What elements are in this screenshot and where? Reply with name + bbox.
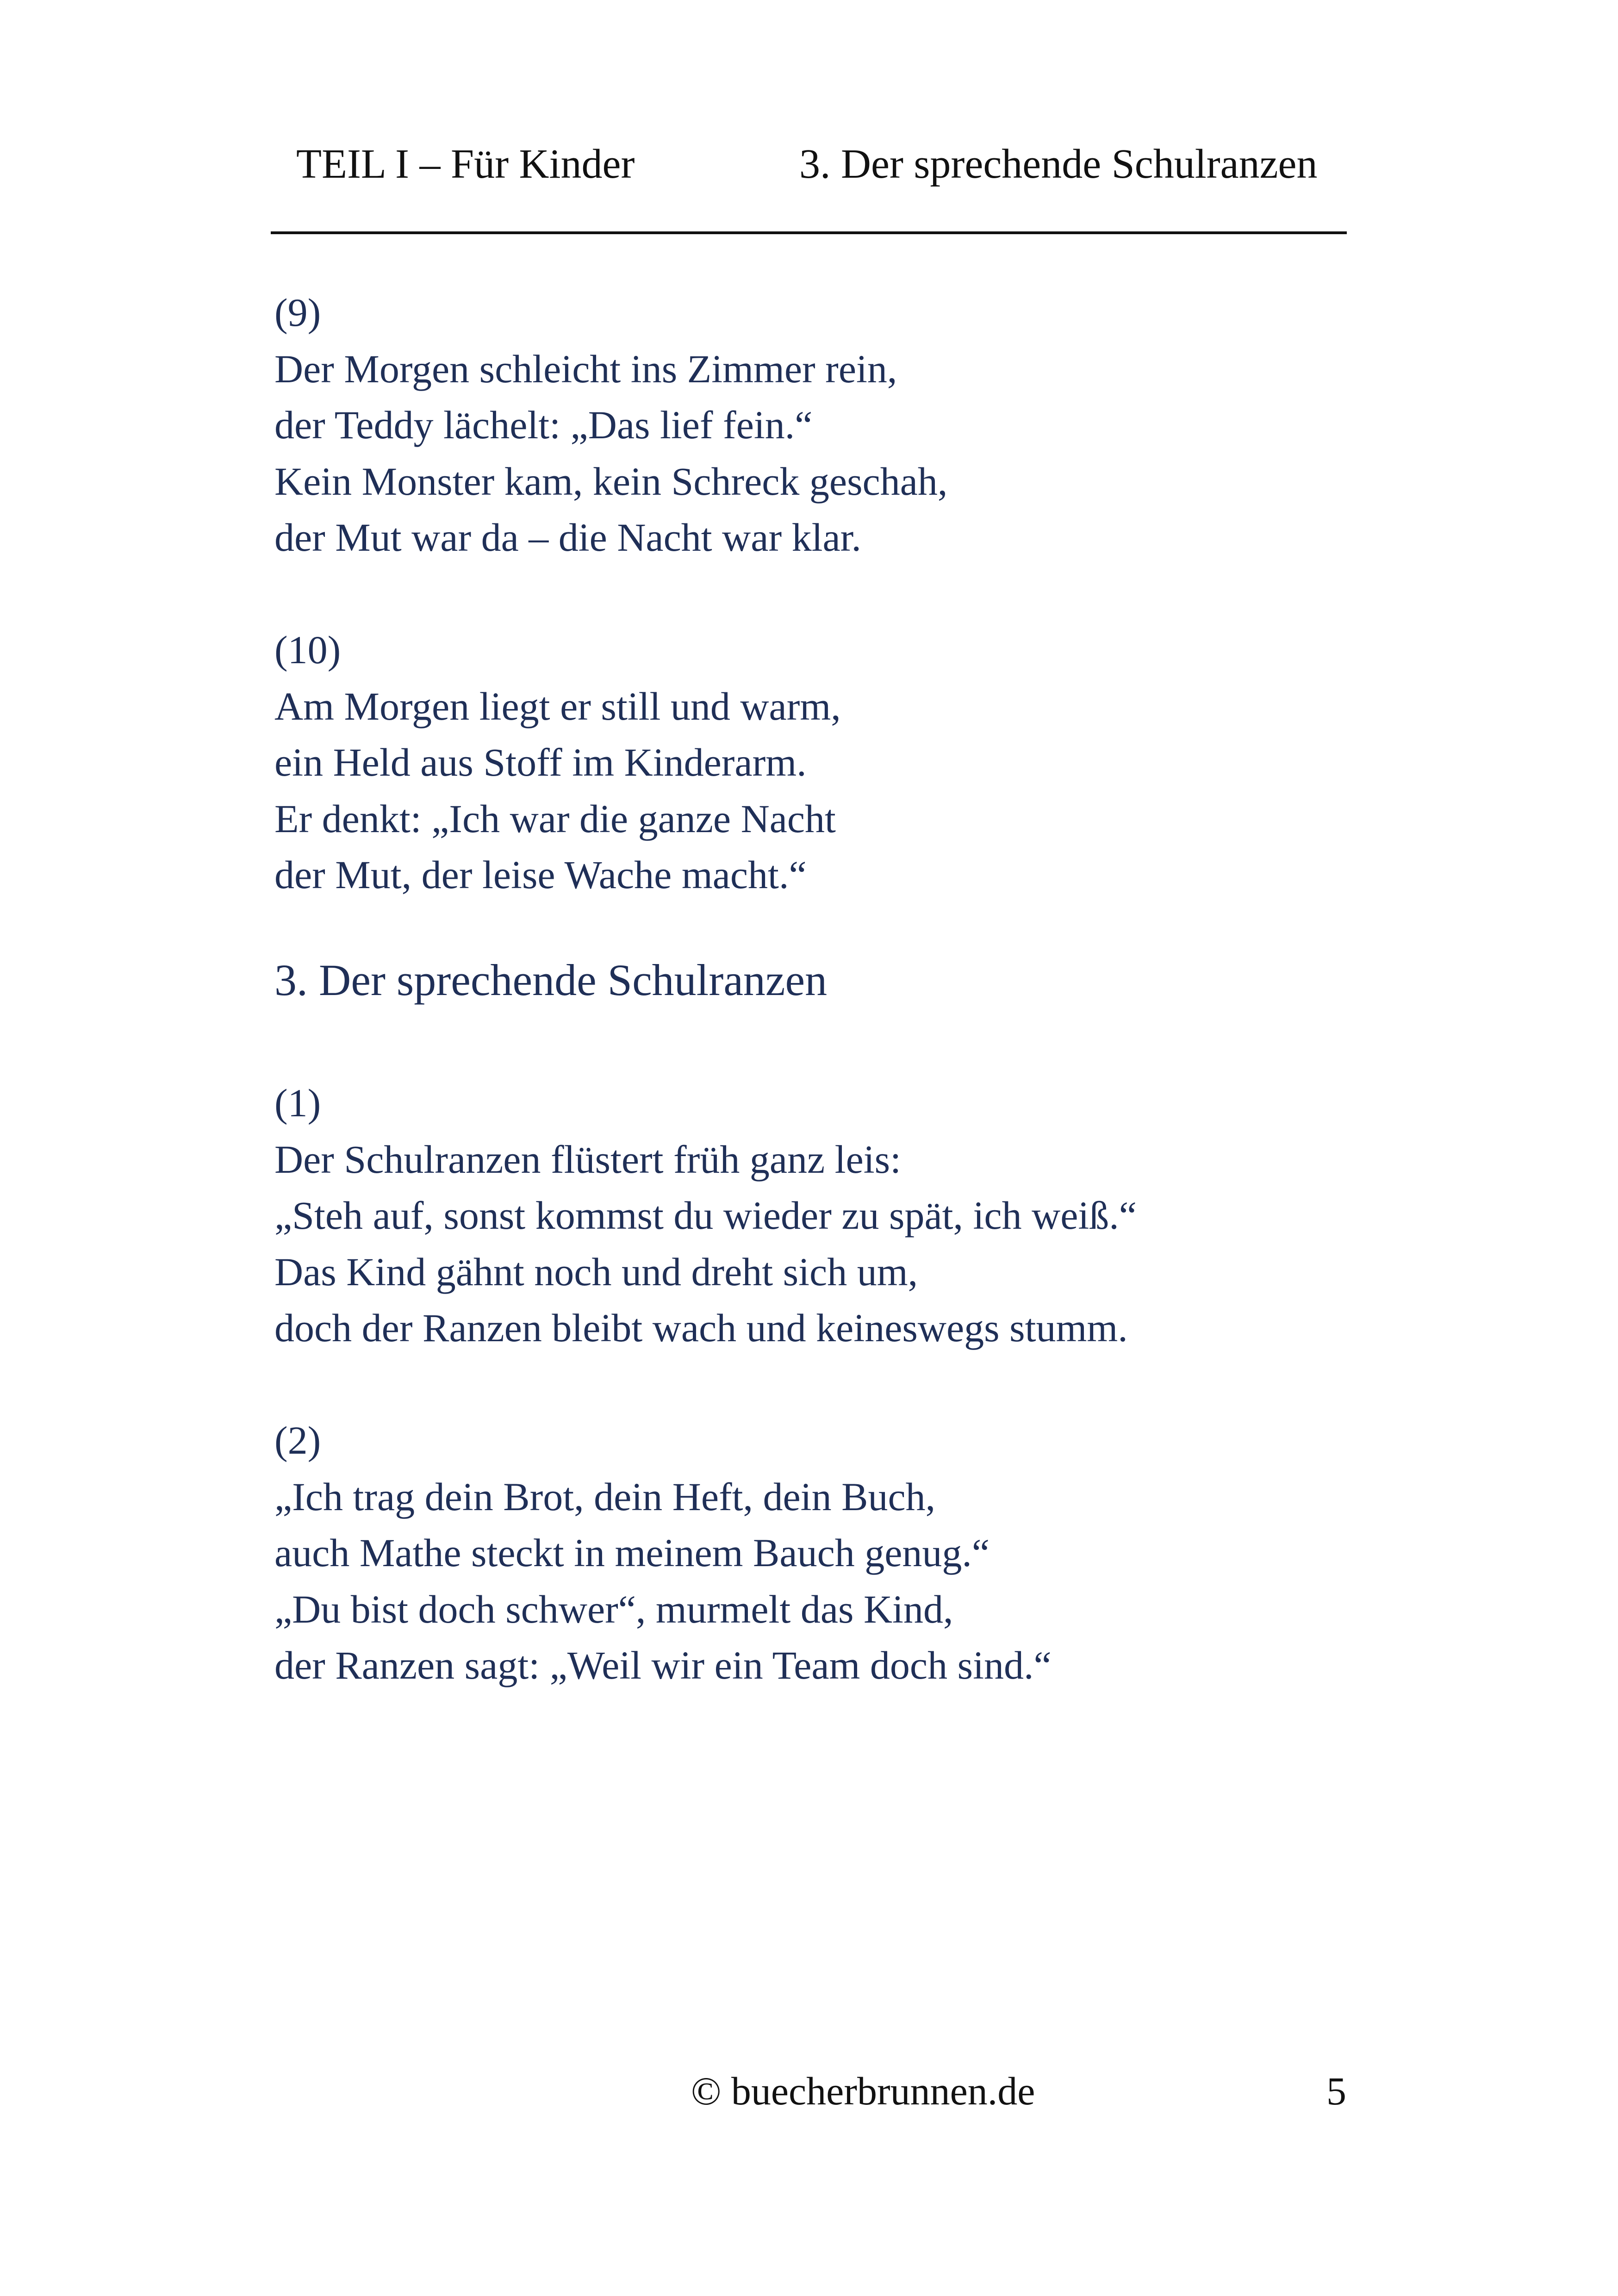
verse-line: der Mut, der leise Wache macht.“ [274, 852, 807, 897]
running-header-left: TEIL I – Für Kinder [296, 141, 635, 187]
verse-line: der Ranzen sagt: „Weil wir ein Team doch sind.“ [274, 1643, 1052, 1687]
verse-line: Er denkt: „Ich war die ganze Nacht [274, 796, 836, 841]
stanza-9 [274, 285, 1339, 566]
stanza-number: (2) [274, 1418, 321, 1462]
verse-line: auch Mathe steckt in meinem Bauch genug.“ [274, 1531, 990, 1575]
verse-line: „Ich trag dein Brot, dein Heft, dein Buch, [274, 1474, 936, 1519]
verse-line: Der Morgen schleicht ins Zimmer rein, [274, 346, 897, 391]
running-header-right: 3. Der sprechende Schulranzen [799, 141, 1318, 187]
stanza-10 [274, 622, 1339, 903]
verse-line: der Mut war da – die Nacht war klar. [274, 515, 862, 560]
page-body [274, 285, 1339, 1750]
section-heading: 3. Der sprechende Schulranzen [274, 955, 828, 1005]
stanza-2 [274, 1412, 1339, 1694]
stanza-number: (9) [274, 290, 321, 335]
verse-line: Der Schulranzen flüstert früh ganz leis: [274, 1137, 901, 1182]
verse-line: Das Kind gähnt noch und dreht sich um, [274, 1249, 918, 1294]
header-divider [271, 231, 1347, 234]
page-number: 5 [1326, 2069, 1346, 2113]
verse-line: der Teddy lächelt: „Das lief fein.“ [274, 403, 813, 447]
stanza-number: (1) [274, 1081, 321, 1125]
verse-line: Kein Monster kam, kein Schreck geschah, [274, 459, 948, 504]
footer-copyright: © buecherbrunnen.de [691, 2069, 1035, 2113]
verse-line: Am Morgen liegt er still und warm, [274, 684, 841, 728]
verse-line: „Du bist doch schwer“, murmelt das Kind, [274, 1587, 953, 1631]
verse-line: „Steh auf, sonst kommst du wieder zu spät, ich weiß.“ [274, 1193, 1137, 1238]
verse-line: doch der Ranzen bleibt wach und keineswegs stumm. [274, 1306, 1128, 1350]
stanza-1 [274, 1075, 1339, 1356]
stanza-number: (10) [274, 628, 341, 672]
verse-line: ein Held aus Stoff im Kinderarm. [274, 740, 807, 784]
